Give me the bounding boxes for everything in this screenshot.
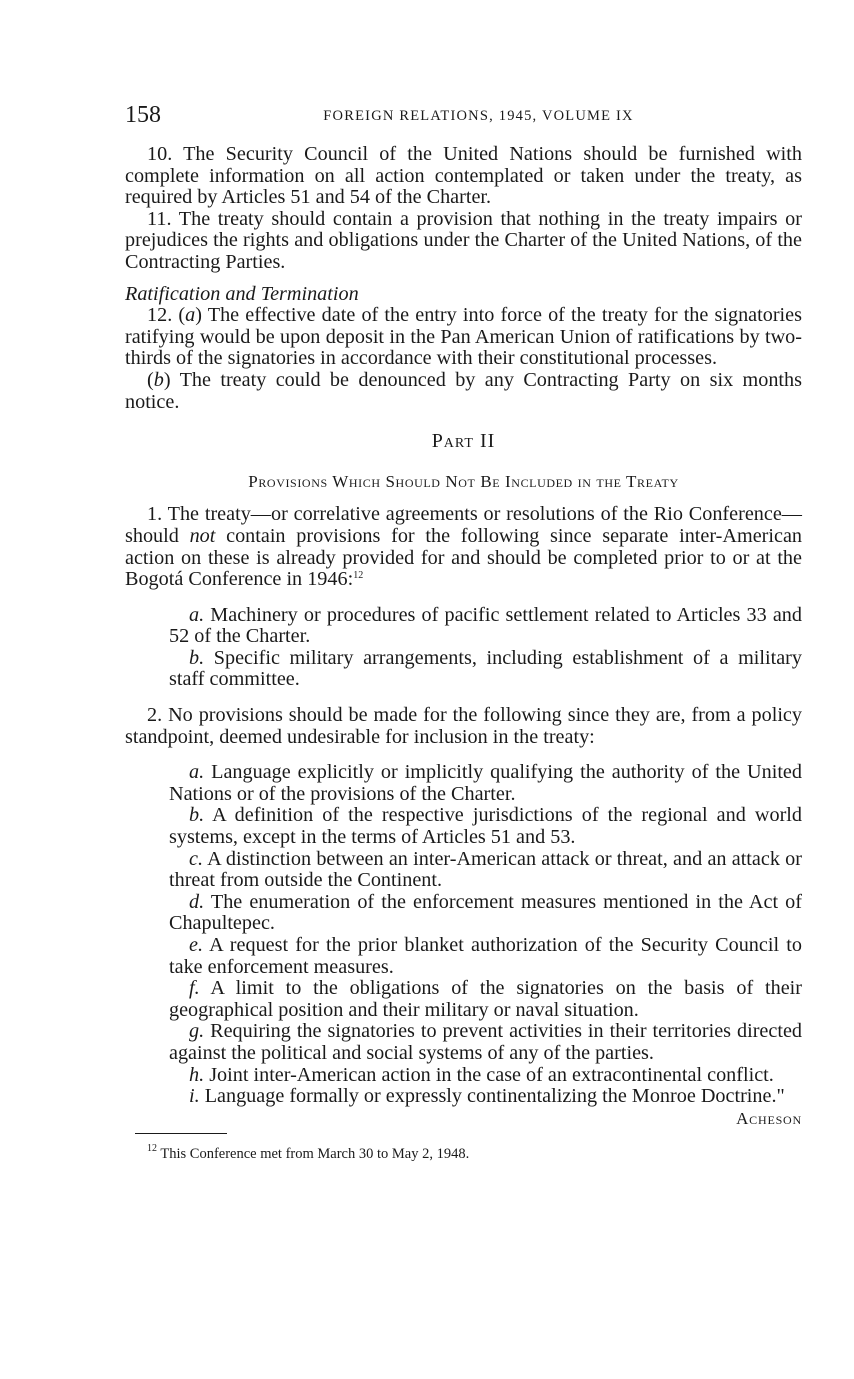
p12a-num: 12. ( (147, 304, 186, 327)
page-header (125, 100, 802, 132)
item2-sub-text: A request for the prior blanket authorization of the Security Council to take enforcement measures. (169, 934, 802, 978)
item2-sub-text: A distinction between an inter-American attack or threat, and an attack or threat from outside the Continent. (169, 847, 802, 892)
item1-sub-text: Machinery or procedures of pacific settlement related to Articles 33 and 52 of the Charter. (169, 603, 802, 648)
paragraph-10: 10. The Security Council of the United Nations should be furnished with complete information on all action contemplated or taken under the treaty, as required by Articles 51 and 54 of the Charter. (125, 143, 802, 209)
p12b-open: ( (147, 368, 154, 391)
footnote-ref: 12 (353, 570, 364, 582)
item1-sub-item (125, 605, 802, 648)
item2-sub-item (125, 1021, 802, 1064)
item1-sub-item (125, 648, 802, 691)
provision-item-2: 2. No provisions should be made for the following since they are, from a policy standpoint, deemed undesirable for inclusion in the treaty: (125, 704, 802, 748)
item1-sub-text: Specific military arrangements, including establishment of a military staff committee. (169, 646, 802, 691)
item2-sub-text: A limit to the obligations of the signatories on the basis of their geographical position and their military or naval situation. (169, 977, 802, 1021)
item2-sub-item (125, 978, 802, 1021)
footnote-rule (135, 1133, 227, 1134)
item2-sub-letter: g. (189, 1020, 205, 1043)
item1-sub-list (125, 605, 802, 691)
item2-sub-item (125, 892, 802, 935)
document-page (125, 100, 802, 1166)
item2-sub-text: A definition of the respective jurisdictions of the regional and world systems, except in the terms of Articles 51 and 53. (169, 804, 802, 849)
footnote-text: This Conference met from March 30 to May 2, 1948. (157, 1146, 470, 1163)
item2-sub-text: Language formally or expressly continentalizing the Monroe Doctrine." (199, 1085, 785, 1108)
item2-sub-letter: h. (189, 1063, 205, 1086)
item2-sub-item (125, 1086, 802, 1108)
item2-sub-text: Joint inter-American action in the case of an extracontinental conflict. (204, 1063, 774, 1086)
item2-sub-letter: e. (189, 934, 204, 956)
item2-sub-text: The enumeration of the enforcement measures mentioned in the Act of Chapultepec. (169, 890, 802, 935)
item2-sub-letter: f. (189, 977, 200, 1000)
item2-sub-item (125, 935, 802, 978)
item2-sub-item (125, 805, 802, 848)
item2-sub-letter: i. (189, 1085, 200, 1108)
item2-sub-list (125, 762, 802, 1108)
item2-sub-text: Language explicitly or implicitly qualifying the authority of the United Nations or of the provisions of the Charter. (169, 761, 802, 805)
item2-sub-letter: a. (189, 761, 205, 784)
footnote-number: 12 (147, 1143, 157, 1155)
p12a-letter: a (185, 304, 196, 327)
p12b-text: ) The treaty could be denounced by any Contracting Party on six months notice. (125, 368, 802, 413)
item1-sub-letter: b. (189, 646, 205, 669)
page-number: 158 (125, 102, 161, 128)
part-title: Part II (431, 430, 496, 453)
item2-sub-letter: c. (189, 847, 204, 870)
item1-after: contain provisions for the following since separate inter-American action on these is already provided for and should be completed prior to or at the Bogotá Conference in 1946: (125, 524, 802, 591)
item2-sub-item (125, 762, 802, 805)
ratification-heading: Ratification and Termination (125, 282, 359, 305)
provision-item-1 (125, 504, 802, 590)
item1-emphasis: not (189, 524, 216, 547)
item2-sub-letter: b. (189, 804, 205, 827)
paragraph-12a (125, 305, 802, 370)
item1-sub-letter: a. (189, 603, 205, 626)
item2-sub-item (125, 1065, 802, 1087)
p12a-text: ) The effective date of the entry into force of the treaty for the signatories ratifying would be upon deposit in the Pan American Union of ratifications by two-thirds of the signatories in accordance with their constitutional processes. (125, 304, 802, 370)
item1-before: 1. The treaty—or correlative agreements or resolutions of the Rio Conference—should (125, 503, 802, 547)
part-subtitle: Provisions Which Should Not Be Included in the Treaty (248, 471, 679, 491)
item2-sub-item (125, 849, 802, 892)
footnote (125, 1144, 802, 1166)
p12b-letter: b (153, 368, 164, 391)
paragraph-12b (125, 370, 802, 413)
item2-sub-text: Requiring the signatories to prevent activities in their territories directed against the political and social systems of any of the parties. (169, 1020, 802, 1064)
item2-sub-letter: d. (189, 890, 205, 913)
running-head: FOREIGN RELATIONS, 1945, VOLUME IX (323, 108, 634, 124)
signature: Acheson (736, 1108, 802, 1128)
paragraph-11: 11. The treaty should contain a provision that nothing in the treaty impairs or prejudices the rights and obligations under the Charter of the United Nations, of the Contracting Parties. (125, 207, 802, 273)
